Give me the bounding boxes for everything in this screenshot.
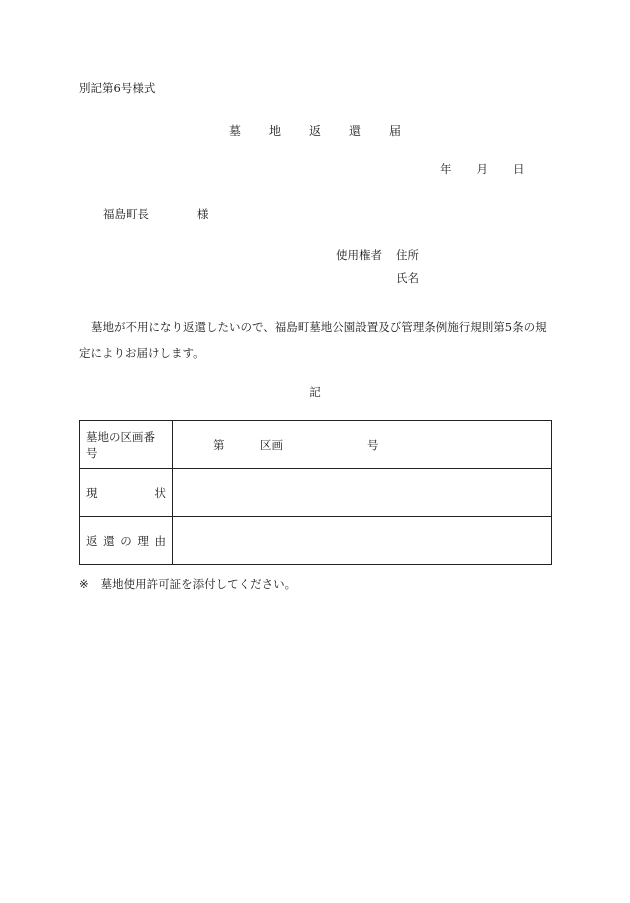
table-row xyxy=(80,517,552,565)
reason-label-char: 返 xyxy=(86,533,98,548)
plot-go: 号 xyxy=(367,437,379,452)
document-title xyxy=(0,122,630,139)
status-label xyxy=(80,469,173,517)
plot-number-field[interactable] xyxy=(173,421,552,469)
addressee-name: 福島町長 xyxy=(103,207,149,221)
reason-label-char: の xyxy=(120,533,132,548)
applicant-address-label: 住所 xyxy=(396,248,419,262)
title-char: 返 xyxy=(308,124,321,138)
plot-kukaku: 区画 xyxy=(260,437,283,452)
note-mark: ※ xyxy=(79,577,89,591)
attachment-note xyxy=(79,576,296,592)
body-text: 墓地が不用になり返還したいので、福島町墓地公園設置及び管理条例施行規則第5条の規定によりお届けします。 xyxy=(79,320,547,360)
day-label: 日 xyxy=(513,162,525,176)
plot-number-label xyxy=(80,421,173,469)
title-char: 地 xyxy=(268,124,281,138)
year-label: 年 xyxy=(440,162,452,176)
date-line xyxy=(440,161,525,177)
addressee xyxy=(103,206,209,222)
month-label: 月 xyxy=(476,162,488,176)
note-text: 墓地使用許可証を添付してください。 xyxy=(100,577,297,591)
title-char: 墓 xyxy=(228,124,241,138)
form-number: 別記第6号様式 xyxy=(79,81,156,95)
title-char: 還 xyxy=(348,124,361,138)
addressee-honorific: 様 xyxy=(197,207,209,221)
applicant-name-label: 氏名 xyxy=(396,271,419,285)
status-label-char: 現 xyxy=(86,485,98,500)
title-char: 届 xyxy=(388,124,401,138)
reason-label-char: 還 xyxy=(103,533,115,548)
record-table xyxy=(79,420,552,565)
applicant-role: 使用権者 xyxy=(336,248,382,262)
reason-field[interactable] xyxy=(173,517,552,565)
status-field[interactable] xyxy=(173,469,552,517)
reason-label-char: 理 xyxy=(137,533,149,548)
plot-dai: 第 xyxy=(213,437,225,452)
status-label-char: 状 xyxy=(154,485,166,500)
reason-label-char: 由 xyxy=(154,533,166,548)
table-row xyxy=(80,469,552,517)
table-row xyxy=(80,421,552,469)
record-heading: 記 xyxy=(309,385,321,399)
reason-label xyxy=(80,517,173,565)
plot-number-label-text: 墓地の区画番号 xyxy=(86,429,155,460)
